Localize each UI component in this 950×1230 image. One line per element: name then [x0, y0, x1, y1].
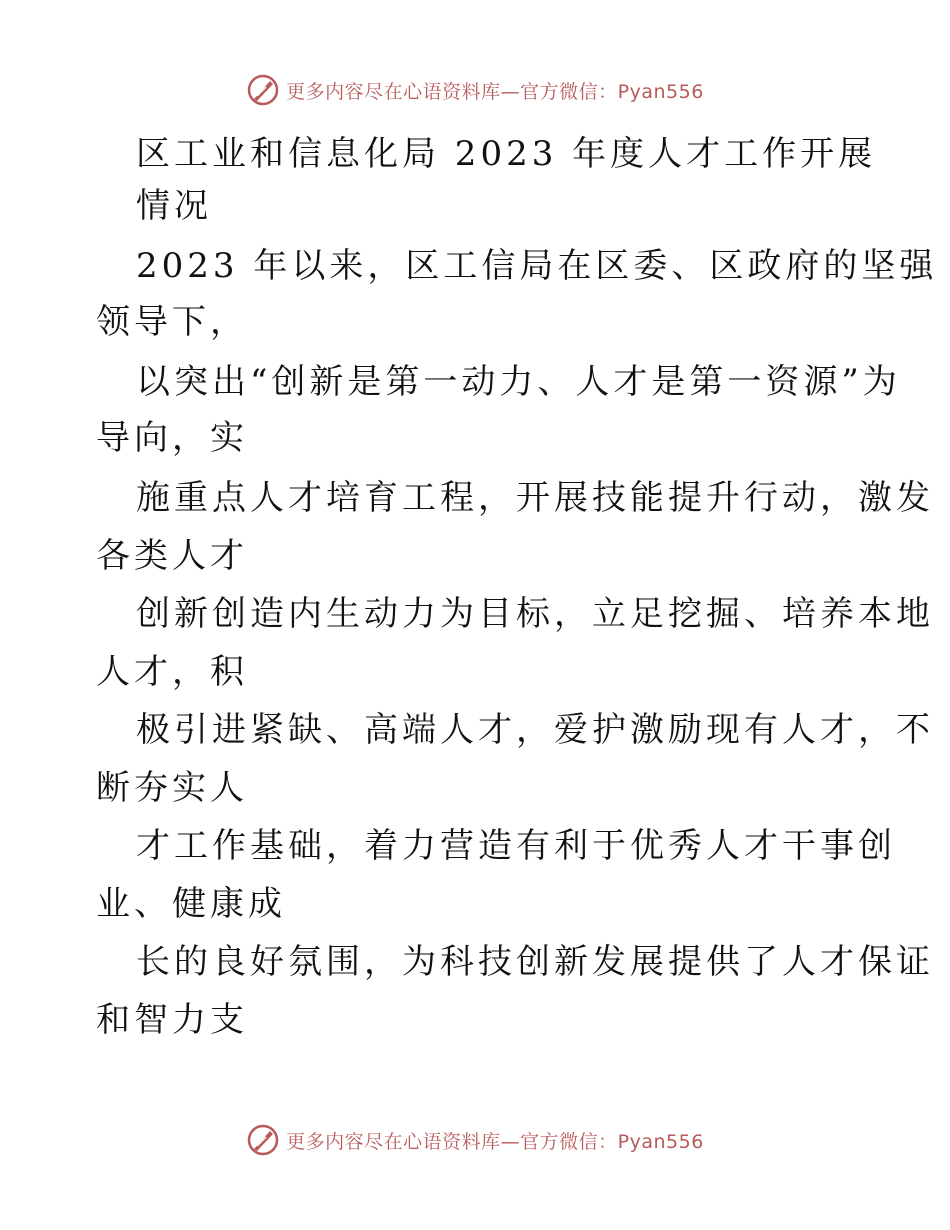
paragraph-line: 施重点人才培育工程，开展技能提升行动，激发: [136, 478, 934, 518]
paragraph-line: 以突出“创新是第一动力、人才是第一资源”为: [136, 362, 901, 402]
paragraph-line: 和智力支: [96, 1000, 248, 1040]
watermark-text: 更多内容尽在心语资料库—官方微信：Pyan556: [286, 1130, 704, 1153]
quill-logo-icon: [246, 73, 280, 107]
paragraph-line: 长的良好氛围，为科技创新发展提供了人才保证: [136, 942, 934, 982]
paragraph-line: 导向，实: [96, 418, 248, 458]
watermark-text: 更多内容尽在心语资料库—官方微信：Pyan556: [286, 80, 704, 103]
header-watermark-banner: [0, 70, 950, 110]
paragraph-line: 才工作基础，着力营造有利于优秀人才干事创: [136, 826, 896, 866]
quill-logo-icon: [246, 1123, 280, 1157]
paragraph-line: 2023 年以来，区工信局在区委、区政府的坚强: [136, 246, 938, 286]
paragraph-line: 极引进紧缺、高端人才，爱护激励现有人才，不: [136, 710, 934, 750]
title-line-2: 情况: [136, 186, 212, 226]
paragraph-line: 业、健康成: [96, 884, 286, 924]
paragraph-line: 各类人才: [96, 536, 248, 576]
paragraph-line: 断夯实人: [96, 768, 248, 808]
paragraph-line: 人才，积: [96, 652, 248, 692]
paragraph-line: 领导下，: [96, 302, 248, 342]
title-line-1: 区工业和信息化局 2023 年度人才工作开展: [136, 134, 877, 174]
footer-watermark-banner: [0, 1120, 950, 1160]
paragraph-line: 创新创造内生动力为目标，立足挖掘、培养本地: [136, 594, 934, 634]
